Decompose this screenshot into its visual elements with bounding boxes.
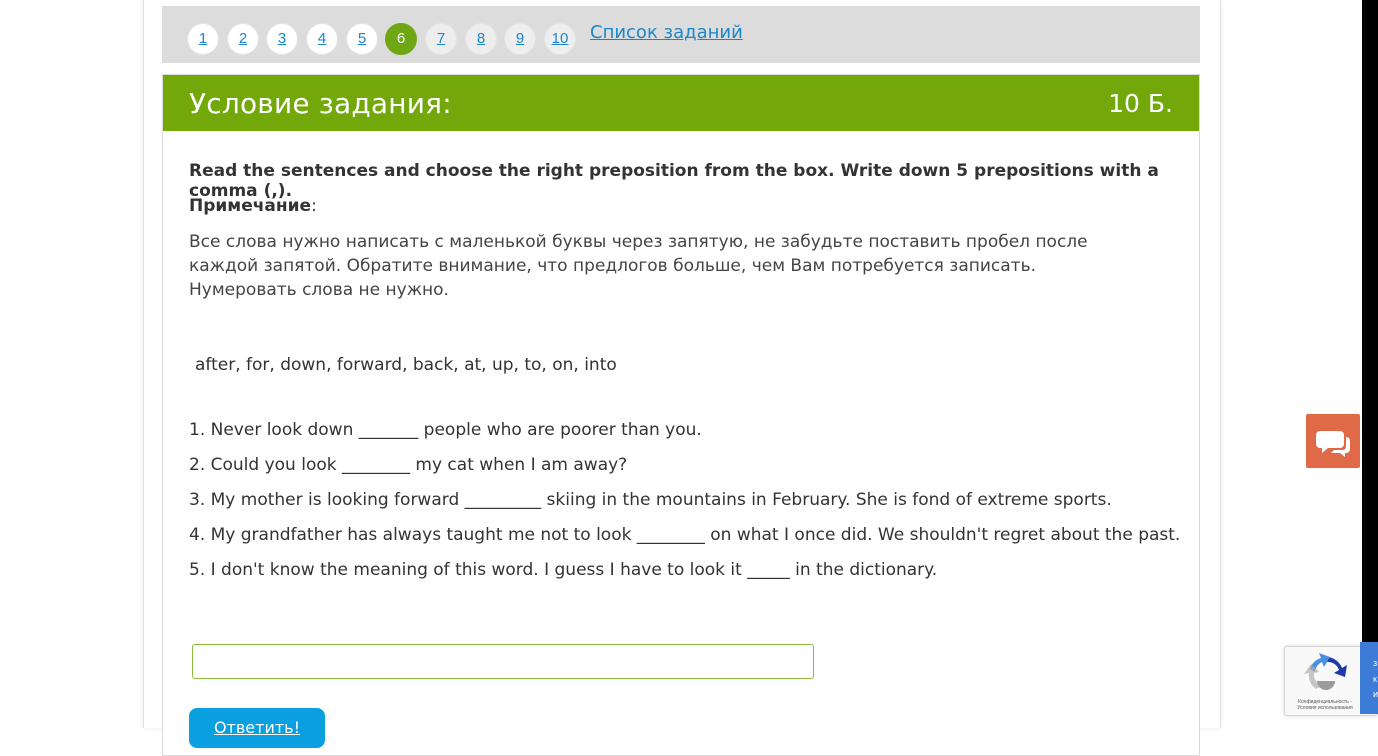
side-tab-letter-2: к: [1373, 674, 1377, 684]
chat-bubbles-icon: [1306, 414, 1360, 468]
task-instruction: Read the sentences and choose the right preposition from the box. Write down 5 prepositions with a comma (,).: [189, 161, 1159, 201]
page-link-10[interactable]: 10: [544, 23, 576, 55]
task-card: [162, 74, 1200, 756]
note-colon: :: [311, 196, 317, 216]
answer-input[interactable]: [192, 644, 814, 679]
page-link-1[interactable]: 1: [187, 23, 219, 55]
chat-button[interactable]: [1306, 414, 1360, 468]
task-list-link[interactable]: Список заданий: [590, 22, 743, 43]
side-tab-letter-3: и: [1373, 689, 1378, 699]
recaptcha-logo-icon: [1301, 649, 1351, 699]
page-link-3[interactable]: 3: [266, 23, 298, 55]
page-link-5[interactable]: 5: [346, 23, 378, 55]
side-blue-tab[interactable]: [1360, 642, 1378, 714]
side-strip: [1362, 0, 1378, 642]
note-text: Все слова нужно написать с маленькой буквы через запятую, не забудьте поставить пробел после каждой запятой. Обратите внимание, что предлогов больше, чем Вам потребуется записать. Нумеровать слова не нужно.: [189, 232, 1088, 300]
page-link-4[interactable]: 4: [306, 23, 338, 55]
sentence-5: 5. I don't know the meaning of this word. I guess I have to look it _____ in the dictionary.: [189, 560, 938, 580]
note-label-text: Примечание: [189, 196, 312, 216]
task-title: Условие задания:: [189, 87, 452, 120]
sentence-4: 4. My grandfather has always taught me not to look ________ on what I once did. We shouldn't regret about the past.: [189, 525, 1181, 545]
page-link-7[interactable]: 7: [425, 23, 457, 55]
sentence-2: 2. Could you look ________ my cat when I am away?: [189, 455, 628, 475]
sentence-1: 1. Never look down _______ people who are poorer than you.: [189, 420, 702, 440]
sentence-3: 3. My mother is looking forward _________ skiing in the mountains in February. She is fond of extreme sports.: [189, 490, 1112, 510]
page-link-2[interactable]: 2: [227, 23, 259, 55]
note-label: [189, 196, 317, 216]
page-link-9[interactable]: 9: [504, 23, 536, 55]
page-link-6-current[interactable]: 6: [385, 23, 417, 55]
task-pagination: [162, 6, 1200, 63]
side-tab-letter-1: з: [1373, 658, 1378, 668]
task-points: 10 Б.: [1108, 89, 1173, 118]
word-box: after, for, down, forward, back, at, up, to, on, into: [195, 355, 617, 375]
recaptcha-links[interactable]: Конфиденциальность - Условия использования: [1297, 699, 1353, 711]
submit-answer-button[interactable]: Ответить!: [189, 708, 325, 748]
page-link-8[interactable]: 8: [465, 23, 497, 55]
task-header: [163, 75, 1199, 131]
